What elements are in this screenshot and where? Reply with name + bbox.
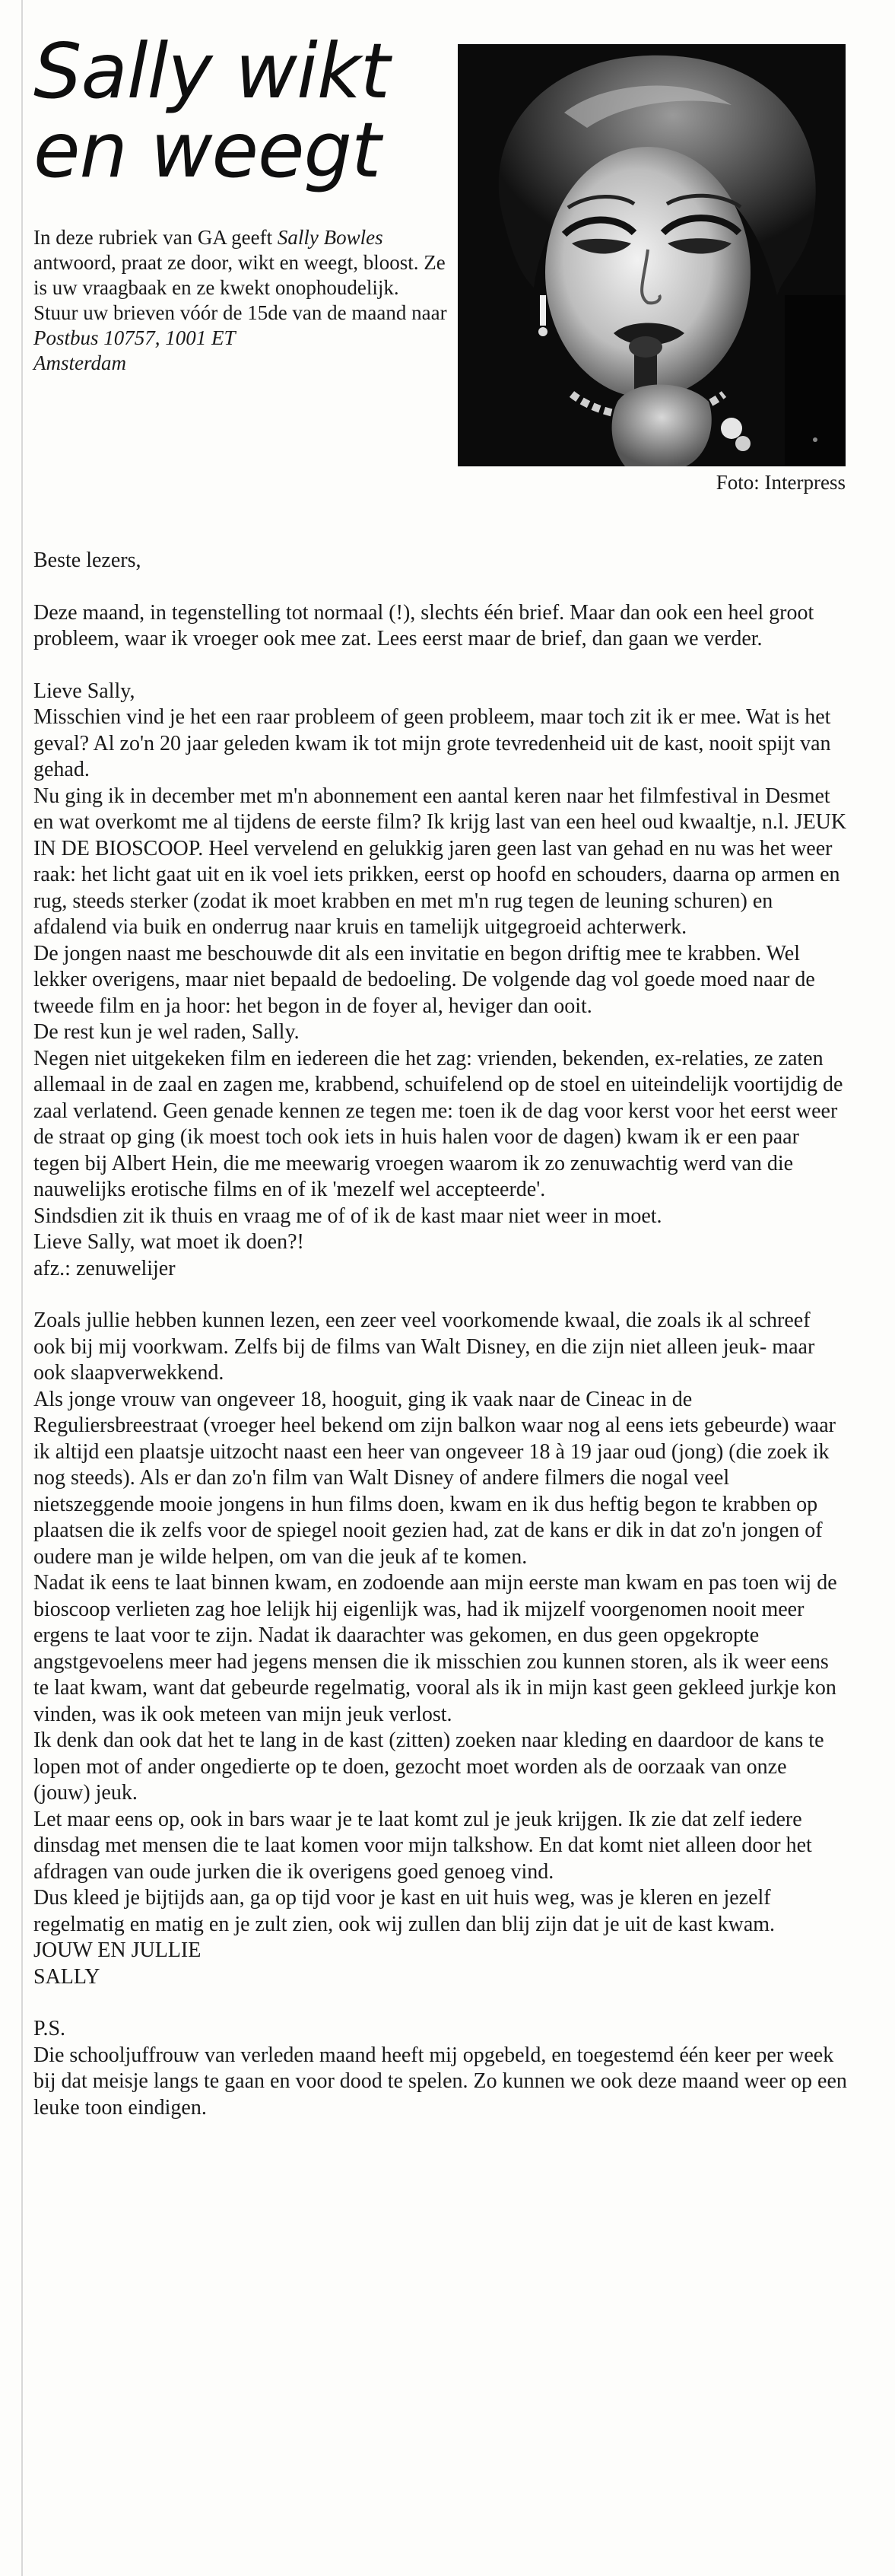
letter-paragraph: Nu ging ik in december met m'n abonnement een aantal keren naar het filmfestival in Desmet en wat overkomt me al tijdens de eerste film? Ik krijg last van een heel oud kwaaltje, n.l. JEUK IN DE BIOSCOOP. Heel vervelend en gelukkig jaren geen last van gehad en nu was het weer raak: het licht gaat uit en ik voel iets prikken, eerst op hoofd en schouders, daarna op armen en rug, steeds sterker (zodat ik moet krabben en met m'n rug tegen de leuning schuren) en afdalend via buik en onderrug naar kruis en tamelijk uitgegroeid achterwerk. bbox=[33, 784, 847, 939]
salutation: Beste lezers, bbox=[33, 549, 141, 572]
paragraph-gap bbox=[33, 653, 847, 679]
letter-paragraph: Misschien vind je het een raar probleem of geen probleem, maar toch zit ik er mee. Wat is het geval? Al zo'n 20 jaar geleden kwam ik tot mijn grote tevredenheid uit de kast, nooit spijt van gehad. bbox=[33, 705, 831, 781]
paragraph-gap bbox=[33, 574, 847, 600]
opening-paragraph: Deze maand, in tegenstelling tot normaal (!), slechts één brief. Maar dan ook een heel groot probleem, waar ik vroeger ook mee zat. Lees eerst maar de brief, dan gaan we verder. bbox=[33, 600, 814, 650]
reply-paragraph: Ik denk dan ook dat het te lang in de kast (zitten) zoeken naar kleding en daardoor de kans te lopen mot of ander ongedierte op te doen, gezocht moet worden als de oorzaak van onze (jouw) jeuk. bbox=[33, 1728, 824, 1805]
column-title: Sally wikt en weegt bbox=[33, 27, 389, 195]
reply-paragraph: Nadat ik eens te laat binnen kwam, en zodoende aan mijn eerste man kwam en pas toen wij de bioscoop verlieten zag hoe lelijk hij eigenlijk was, had ik mijzelf voorgenomen nooit meer ergens te laat voor te zijn. Nadat ik daarachter was gekomen, en dus geen opgekropte angstgevoelens meer had jegens mensen die ik misschien zou kunnen storen, als ik weer eens te laat kwam, want dat gebeurde regelmatig, vooral als ik in mijn kast geen gekleed jurkje kon vinden, was ik ook meteen van mijn jeuk verlost. bbox=[33, 1571, 837, 1726]
reply-paragraph: Let maar eens op, ook in bars waar je te laat komt zul je jeuk krijgen. Ik zie dat zelf iedere dinsdag met mensen die te laat komen voor mijn talkshow. En dat komt niet alleen door het afdragen van oude jurken die ik overigens goed genoeg vind. bbox=[33, 1807, 812, 1884]
reply-paragraph: Dus kleed je bijtijds aan, ga op tijd voor je kast en uit huis weg, was je kleren en jezelf regelmatig en matig en je zult zien, ook wij zullen dan blij zijn dat je uit de kast kwam. bbox=[33, 1886, 776, 1936]
letter-paragraph: Sindsdien zit ik thuis en vraag me of of ik de kast maar niet weer in moet. bbox=[33, 1204, 662, 1228]
letter-signature: afz.: zenuwelijer bbox=[33, 1256, 176, 1280]
photo-credit: Foto: Interpress bbox=[716, 471, 846, 494]
letter-paragraph: De rest kun je wel raden, Sally. bbox=[33, 1020, 300, 1044]
letter-greeting: Lieve Sally, bbox=[33, 679, 135, 703]
reply-closing: JOUW EN JULLIE bbox=[33, 1938, 202, 1962]
letter-paragraph: Lieve Sally, wat moet ik doen?! bbox=[33, 1230, 304, 1254]
intro-name: Sally Bowles bbox=[277, 226, 383, 249]
intro-description bbox=[33, 225, 459, 301]
reply-paragraph: Als jonge vrouw van ongeveer 18, hooguit, ging ik vaak naar de Cineac in de Reguliersbreestraat (vroeger heel bekend om zijn balkon waar nog al eens iets gebeurde) waar ik altijd een plaatsje uitzocht naast een heer van ongeveer 18 à 19 jaar oud (jong) (die zoek ik nog steeds). Als er dan zo'n film van Walt Disney of andere filmers die nogal veel nietszeggende mooie jongens in hun films doen, kwam en ik dus heftig begon te krabben op plaatsen die ik zelfs voor de spiegel nooit gezien had, zat de kans er dik in dat zo'n jongen of oudere man je wilde helpen, om van die jeuk af te komen. bbox=[33, 1387, 836, 1569]
address-city: Amsterdam bbox=[33, 351, 126, 374]
paragraph-gap bbox=[33, 1282, 847, 1308]
intro-address-line2 bbox=[33, 351, 459, 376]
intro-address-line1 bbox=[33, 326, 459, 351]
intro-text-start: In deze rubriek van GA geeft bbox=[33, 226, 278, 249]
article-body bbox=[33, 548, 847, 2121]
page-edge bbox=[21, 0, 23, 2576]
reply-paragraph: Zoals jullie hebben kunnen lezen, een zeer veel voorkomende kwaal, die zoals ik al schreef ook bij mij voorkwam. Zelfs bij de films van Walt Disney, en die zijn niet alleen jeuk- maar ook slaapverwekkend. bbox=[33, 1309, 815, 1385]
reply-signature: SALLY bbox=[33, 1964, 100, 1989]
letter-paragraph: Negen niet uitgekeken film en iedereen die het zag: vrienden, bekenden, ex-relaties, ze zaten allemaal in de zaal en zagen me, krabbend, schuifelend op de stoel en uiteindelijk voortijdig de zaal verlatend. Geen genade kennen ze tegen me: toen ik de dag voor kerst voor het eerst weer de straat op ging (ik moest toch ook iets in huis halen voor de dagen) kwam ik er een paar tegen bij Albert Hein, die me meewarig vroegen waarom ik zo zenuwachtig werd van die nauwelijks erotische films en of ik 'mezelf wel accepteerde'. bbox=[33, 1046, 843, 1201]
portrait-photo bbox=[458, 44, 846, 466]
intro-text-end: antwoord, praat ze door, wikt en weegt, bloost. Ze is uw vraagbaak en ze kwekt onophoudelijk. bbox=[33, 251, 446, 299]
address-postbus: Postbus 10757, 1001 ET bbox=[33, 326, 236, 349]
intro-instruction: Stuur uw brieven vóór de 15de van de maand naar bbox=[33, 301, 447, 324]
paragraph-gap bbox=[33, 1990, 847, 2016]
ps-label: P.S. bbox=[33, 2017, 66, 2040]
column-intro bbox=[33, 225, 459, 376]
letter-paragraph: De jongen naast me beschouwde dit als een invitatie en begon driftig mee te krabben. Wel lekker overigens, maar niet bepaald de bedoeling. De volgende dag vol goede moed naar de tweede film en ja hoor: het begon in de foyer al, heviger dan ooit. bbox=[33, 941, 815, 1018]
portrait-illustration bbox=[458, 44, 846, 466]
ps-text: Die schooljuffrouw van verleden maand heeft mij opgebeld, en toegestemd één keer per week bij dat meisje langs te gaan en voor dood te spelen. Zo kunnen we ook deze maand weer op een leuke toon eindigen. bbox=[33, 2043, 847, 2120]
